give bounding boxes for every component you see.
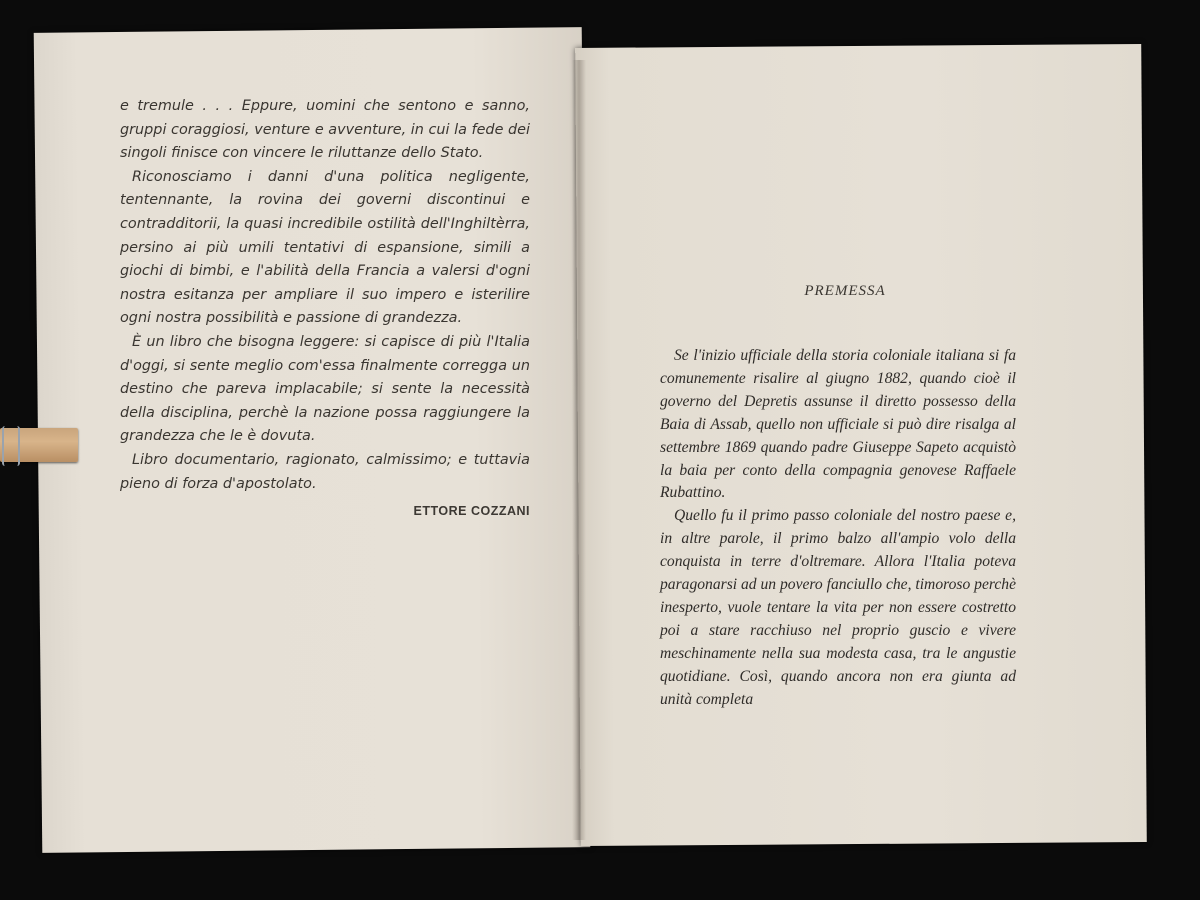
author-signature: ETTORE COZZANI <box>413 504 530 519</box>
chapter-title: PREMESSA <box>804 283 886 299</box>
right-page-text <box>660 345 1016 712</box>
left-paragraph-1: e tremule . . . Eppure, uomini che sentono e sanno, gruppi coraggiosi, venture e avventure, in cui la fede dei singoli finisce con vincere le riluttanze dello Stato. <box>120 98 530 162</box>
left-paragraph-3: È un libro che bisogna leggere: si capisce di più l'Italia d'oggi, si sente meglio com'essa finalmente corregga un destino che pareva implacabile; si sente la necessità della disciplina, perchè la nazione possa raggiungere la grandezza che le è dovuta. <box>120 333 530 445</box>
left-paragraph-2: Riconosciamo i danni d'una politica negligente, tentennante, la rovina dei governi discontinui e contradditorii, la quasi incredibile ostilità dell'Inghiltèrra, persino ai più umili tentativi di espansione, simili a giochi di bimbi, e l'abilità della Francia a valersi d'ogni nostra esitanza per ampliare il suo impero e isterilire ogni nostra possibilità e passione di grandezza. <box>120 168 530 327</box>
left-paragraph-4: Libro documentario, ragionato, calmissimo; e tuttavia pieno di forza d'apostolato. <box>120 451 530 492</box>
right-paragraph-2: Quello fu il primo passo coloniale del nostro paese e, in altre parole, il primo balzo all'ampio volo della conquista in terre d'oltremare. Allora l'Italia poteva paragonarsi ad un povero fanciullo che, timoroso perchè inesperto, vuole tentare la vita per non essere costretto poi a stare racchiuso nel proprio guscio e vivere meschinamente nella sua modesta casa, tra le angustie quotidiane. Così, quando ancora non era giunta ad unità completa <box>660 507 1017 708</box>
right-paragraph-1: Se l'inizio ufficiale della storia coloniale italiana si fa comunemente risalire al giugno 1882, quando cioè il governo del Depretis assunse il diretto possesso della Baia di Assab, quello non ufficiale si può dire risalga al settembre 1869 quando padre Giuseppe Sapeto acquistò la baia per conto della compagnia genovese Raffaele Rubattino. <box>660 347 1016 502</box>
left-page-text <box>120 95 530 524</box>
book-gutter <box>572 60 586 840</box>
clothespin-spring <box>2 426 20 466</box>
